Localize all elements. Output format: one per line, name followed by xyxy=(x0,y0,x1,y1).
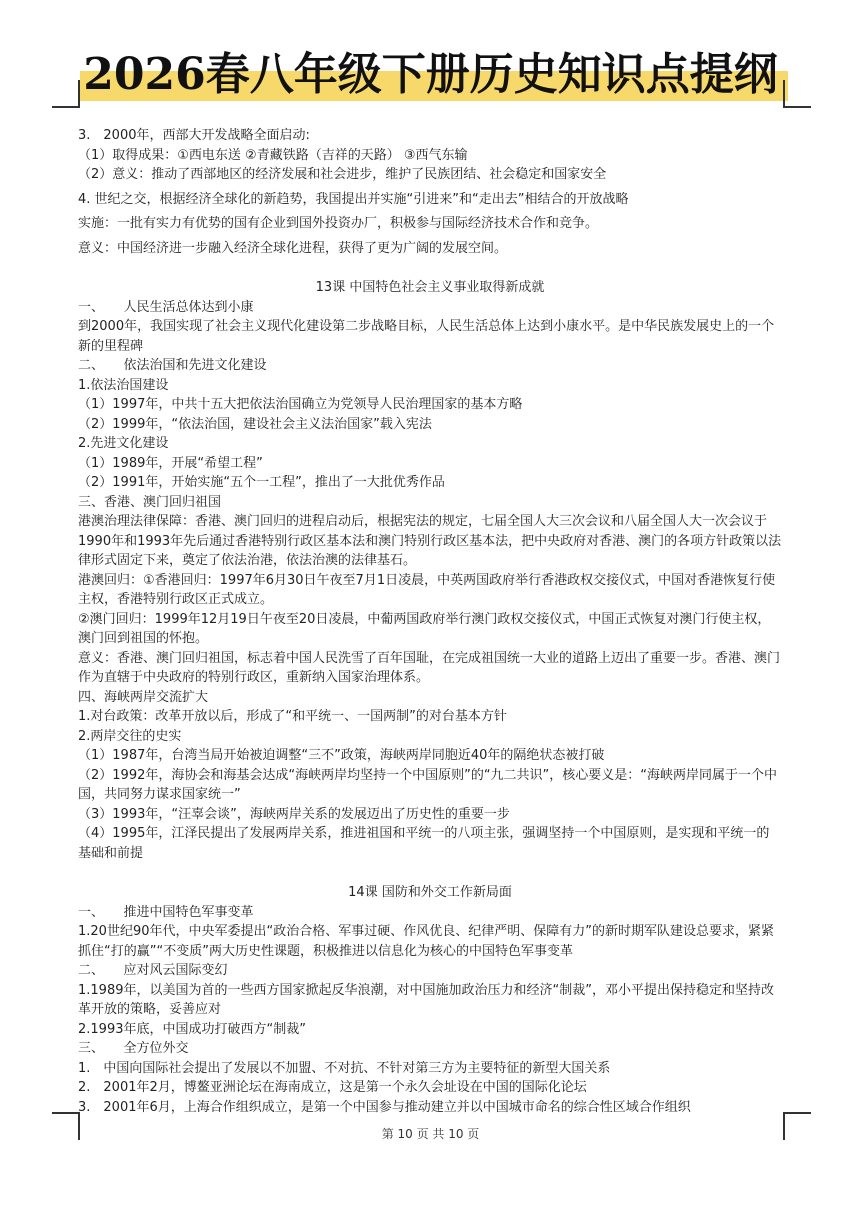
corner-mark-top-left xyxy=(52,80,80,108)
text-line: 到2000年，我国实现了社会主义现代化建设第二步战略目标，人民生活总体上达到小康水平。是中华民族发展史上的一个新的里程碑 xyxy=(78,319,775,354)
text-line: （2）1992年，海协会和海基会达成“海峡两岸均坚持一个中国原则”的“九二共识”，核心要义是：“海峡两岸同属于一个中国，共同努力谋求国家统一” xyxy=(78,767,778,802)
text-line: 1. 中国向国际社会提出了发展以不加盟、不对抗、不针对第三方为主要特征的新型大国关系 xyxy=(78,1060,611,1076)
section-heading: 一、 推进中国特色军事变革 xyxy=(78,904,254,920)
text-line: 1.对台政策：改革开放以后，形成了“和平统一、一国两制”的对台基本方针 xyxy=(78,709,507,724)
text-line: 港澳治理法律保障：香港、澳门回归的进程启动后，根据宪法的规定，七届全国人大三次会议和八届全国人大一次会议于1990年和1993年先后通过香港特别行政区基本法和澳门特别行政区基本法，把中央政府对香港、澳门的各项方针政策以法律形式固定下来，奠定了依法治港，依法治澳的法律基石。 xyxy=(78,514,782,568)
text-line: 2. 2001年2月，博鳌亚洲论坛在海南成立，这是第一个永久会址设在中国的国际化论坛 xyxy=(78,1080,587,1095)
text-line: 1.20世纪90年代，中央军委提出“政治合格、军事过硬、作风优良、纪律严明、保障有力”的新时期军队建设总要求，紧紧抓住“打的赢”“不变质”两大历史性课题，积极推进以信息化为核心的中国特色军事变革 xyxy=(78,924,774,959)
page-title: 2026春八年级下册历史知识点提纲 xyxy=(83,49,778,100)
section-heading: 二、 应对风云国际变幻 xyxy=(78,963,228,978)
lesson13-heading: 13课 中国特色社会主义事业取得新成就 xyxy=(315,280,545,295)
text-line: （1）取得成果：①西电东送 ②青藏铁路（吉祥的天路） ③西气东输 xyxy=(78,147,468,163)
text-line: （1）1997年，中共十五大把依法治国确立为党领导人民治理国家的基本方略 xyxy=(78,397,523,412)
text-line: （2）1999年，“依法治国，建设社会主义法治国家”载入宪法 xyxy=(78,416,432,432)
text-line: 2.1993年底，中国成功打破西方“制裁” xyxy=(78,1021,306,1037)
text-line: 2.两岸交往的史实 xyxy=(78,728,182,744)
text-line: 3. 2000年，西部大开发战略全面启动: xyxy=(78,128,310,143)
text-line: 2.先进文化建设 xyxy=(78,436,169,451)
section-heading: 三、香港、澳门回归祖国 xyxy=(78,494,222,510)
text-line: （4）1995年，江泽民提出了发展两岸关系，推进祖国和平统一的八项主张，强调坚持一个中国原则，是实现和平统一的基础和前提 xyxy=(78,826,770,861)
text-line: （1）1989年，开展“希望工程” xyxy=(78,455,263,471)
lesson14-heading: 14课 国防和外交工作新局面 xyxy=(348,885,512,900)
section-heading: 四、海峡两岸交流扩大 xyxy=(78,689,209,705)
section-heading: 二、 依法治国和先进文化建设 xyxy=(78,358,267,373)
text-line: （2）意义：推动了西部地区的经济发展和社会进步，维护了民族团结、社会稳定和国家安全 xyxy=(78,167,607,182)
text-line: （3）1993年，“汪辜会谈”，海峡两岸关系的发展迈出了历史性的重要一步 xyxy=(78,806,510,822)
text-line: 港澳回归：①香港回归：1997年6月30日午夜至7月1日凌晨，中英两国政府举行香港政权交接仪式，中国对香港恢复行使主权，香港特别行政区正式成立。 xyxy=(78,572,776,607)
text-line: 意义：香港、澳门回归祖国，标志着中国人民洗雪了百年国耻，在完成祖国统一大业的道路上迈出了重要一步。香港、澳门作为直辖于中央政府的特别行政区，重新纳入国家治理体系。 xyxy=(78,650,781,685)
text-line: 4. 世纪之交，根据经济全球化的新趋势，我国提出并实施“引进来”和“走出去”相结合的开放战略 xyxy=(78,191,629,207)
text-line: 3. 2001年6月，上海合作组织成立，是第一个中国参与推动建立并以中国城市命名的综合性区域合作组织 xyxy=(78,1099,691,1115)
text-line: 意义：中国经济进一步融入经济全球化进程，获得了更为广阔的发展空间。 xyxy=(78,240,508,256)
text-line: 实施：一批有实力有优势的国有企业到国外投资办厂，积极参与国际经济技术合作和竞争。 xyxy=(78,216,599,231)
text-line: 1.依法治国建设 xyxy=(78,377,169,393)
title-area xyxy=(0,35,861,115)
text-line: ②澳门回归：1999年12月19日午夜至20日凌晨，中葡两国政府举行澳门政权交接仪式，中国正式恢复对澳门行使主权，澳门回到祖国的怀抱。 xyxy=(78,611,771,646)
text-line: 1.1989年，以美国为首的一些西方国家掀起反华浪潮，对中国施加政治压力和经济“制裁”，邓小平提出保持稳定和坚持改革开放的策略，妥善应对 xyxy=(78,982,774,1017)
section-heading: 一、 人民生活总体达到小康 xyxy=(78,299,254,315)
content-body xyxy=(78,126,782,1117)
text-line: （2）1991年，开始实施“五个一工程”，推出了一大批优秀作品 xyxy=(78,475,445,490)
page-number-footer: 第 10 页 共 10 页 xyxy=(381,1127,480,1141)
corner-mark-top-right xyxy=(783,80,811,108)
text-line: （1）1987年，台湾当局开始被迫调整“三不”政策，海峡两岸同胞近40年的隔绝状态被打破 xyxy=(78,748,605,763)
section-heading: 三、 全方位外交 xyxy=(78,1041,189,1056)
